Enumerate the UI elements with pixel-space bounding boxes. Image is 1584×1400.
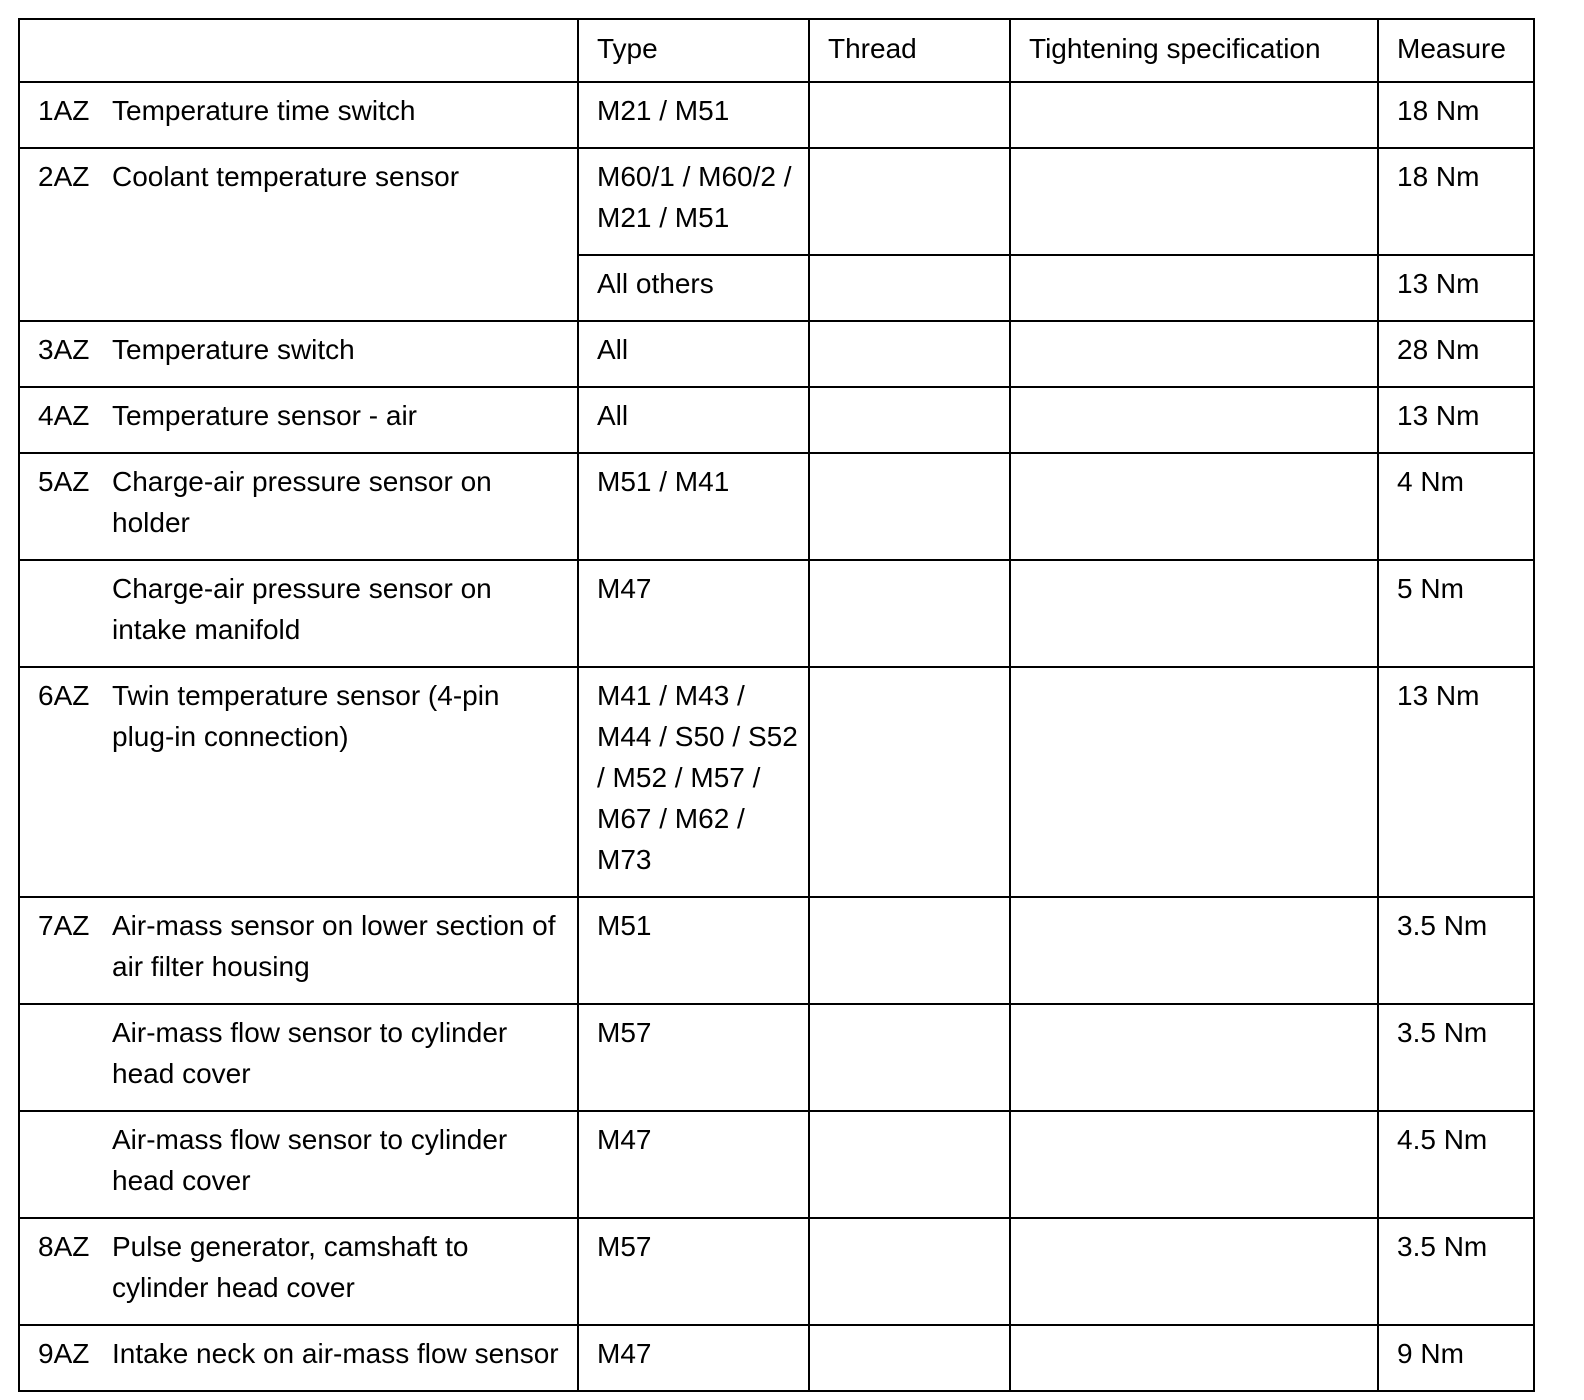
component-cell xyxy=(19,82,578,148)
measure-cell: 4.5 Nm xyxy=(1378,1111,1534,1218)
table-row xyxy=(19,1325,1534,1391)
measure-cell: 3.5 Nm xyxy=(1378,897,1534,1004)
thread-cell xyxy=(809,1111,1010,1218)
row-description: Temperature sensor - air xyxy=(112,400,418,431)
type-cell: M60/1 / M60/2 / M21 / M51 xyxy=(578,148,809,255)
row-description: Temperature time switch xyxy=(112,95,416,126)
component-cell xyxy=(19,1218,578,1325)
row-description: Air-mass flow sensor to cylinder head cover xyxy=(112,1017,508,1089)
measure-cell: 9 Nm xyxy=(1378,1325,1534,1391)
thread-cell xyxy=(809,1218,1010,1325)
tightening-cell xyxy=(1010,321,1378,387)
type-cell: M47 xyxy=(578,1111,809,1218)
measure-cell: 3.5 Nm xyxy=(1378,1004,1534,1111)
table-row xyxy=(19,82,1534,148)
thread-cell xyxy=(809,255,1010,321)
table-row xyxy=(19,1111,1534,1218)
header-tightening: Tightening specification xyxy=(1010,19,1378,82)
tightening-cell xyxy=(1010,1111,1378,1218)
type-cell: All others xyxy=(578,255,809,321)
row-description: Air-mass sensor on lower section of air filter housing xyxy=(112,910,556,982)
component-cell xyxy=(19,1325,578,1391)
type-cell: M51 / M41 xyxy=(578,453,809,560)
header-type: Type xyxy=(578,19,809,82)
row-code: 7AZ xyxy=(38,910,90,941)
measure-cell: 4 Nm xyxy=(1378,453,1534,560)
type-cell: All xyxy=(578,387,809,453)
tightening-cell xyxy=(1010,387,1378,453)
row-description: Air-mass flow sensor to cylinder head cover xyxy=(112,1124,508,1196)
row-code: 9AZ xyxy=(38,1338,90,1369)
tightening-cell xyxy=(1010,453,1378,560)
header-thread: Thread xyxy=(809,19,1010,82)
tightening-cell xyxy=(1010,255,1378,321)
table-row xyxy=(19,560,1534,667)
component-cell xyxy=(19,321,578,387)
thread-cell xyxy=(809,1004,1010,1111)
row-description: Coolant temperature sensor xyxy=(112,161,460,192)
measure-cell: 13 Nm xyxy=(1378,255,1534,321)
thread-cell xyxy=(809,82,1010,148)
row-description: Twin temperature sensor (4-pin plug-in connection) xyxy=(112,680,500,752)
row-code: 1AZ xyxy=(38,95,90,126)
tightening-cell xyxy=(1010,1004,1378,1111)
table-row xyxy=(19,1004,1534,1111)
component-cell xyxy=(19,560,578,667)
header-component xyxy=(19,19,578,82)
component-cell xyxy=(19,387,578,453)
table-row xyxy=(19,897,1534,1004)
tightening-cell xyxy=(1010,667,1378,897)
table-row xyxy=(19,148,1534,255)
row-description: Temperature switch xyxy=(112,334,355,365)
thread-cell xyxy=(809,387,1010,453)
tightening-spec-table xyxy=(18,18,1535,1392)
type-cell: All xyxy=(578,321,809,387)
component-cell xyxy=(19,897,578,1004)
table-row xyxy=(19,667,1534,897)
table-row xyxy=(19,321,1534,387)
header-row xyxy=(19,19,1534,82)
table-row xyxy=(19,387,1534,453)
type-cell: M47 xyxy=(578,1325,809,1391)
row-code: 8AZ xyxy=(38,1231,90,1262)
measure-cell: 13 Nm xyxy=(1378,667,1534,897)
type-cell: M21 / M51 xyxy=(578,82,809,148)
tightening-cell xyxy=(1010,897,1378,1004)
row-description: Charge-air pressure sensor on intake manifold xyxy=(112,573,492,645)
tightening-cell xyxy=(1010,1218,1378,1325)
thread-cell xyxy=(809,321,1010,387)
row-description: Intake neck on air-mass flow sensor xyxy=(112,1338,559,1369)
thread-cell xyxy=(809,148,1010,255)
thread-cell xyxy=(809,897,1010,1004)
measure-cell: 18 Nm xyxy=(1378,148,1534,255)
thread-cell xyxy=(809,667,1010,897)
tightening-cell xyxy=(1010,1325,1378,1391)
type-cell: M57 xyxy=(578,1004,809,1111)
type-cell: M41 / M43 / M44 / S50 / S52 / M52 / M57 / M67 / M62 / M73 xyxy=(578,667,809,897)
component-cell xyxy=(19,453,578,560)
row-code: 2AZ xyxy=(38,161,90,192)
type-cell: M47 xyxy=(578,560,809,667)
row-description: Charge-air pressure sensor on holder xyxy=(112,466,492,538)
type-cell: M51 xyxy=(578,897,809,1004)
component-cell xyxy=(19,1004,578,1111)
measure-cell: 28 Nm xyxy=(1378,321,1534,387)
tightening-cell xyxy=(1010,148,1378,255)
thread-cell xyxy=(809,1325,1010,1391)
row-code: 6AZ xyxy=(38,680,90,711)
component-cell xyxy=(19,148,578,321)
table-row xyxy=(19,453,1534,560)
row-code xyxy=(38,1012,112,1094)
component-cell xyxy=(19,667,578,897)
row-code: 4AZ xyxy=(38,400,90,431)
table-row xyxy=(19,1218,1534,1325)
row-code: 3AZ xyxy=(38,334,90,365)
measure-cell: 13 Nm xyxy=(1378,387,1534,453)
measure-cell: 3.5 Nm xyxy=(1378,1218,1534,1325)
row-code xyxy=(38,568,112,650)
component-cell xyxy=(19,1111,578,1218)
tightening-cell xyxy=(1010,82,1378,148)
thread-cell xyxy=(809,560,1010,667)
measure-cell: 5 Nm xyxy=(1378,560,1534,667)
thread-cell xyxy=(809,453,1010,560)
row-code: 5AZ xyxy=(38,466,90,497)
measure-cell: 18 Nm xyxy=(1378,82,1534,148)
row-description: Pulse generator, camshaft to cylinder head cover xyxy=(112,1231,469,1303)
row-code xyxy=(38,1119,112,1201)
header-measure: Measure xyxy=(1378,19,1534,82)
type-cell: M57 xyxy=(578,1218,809,1325)
tightening-cell xyxy=(1010,560,1378,667)
